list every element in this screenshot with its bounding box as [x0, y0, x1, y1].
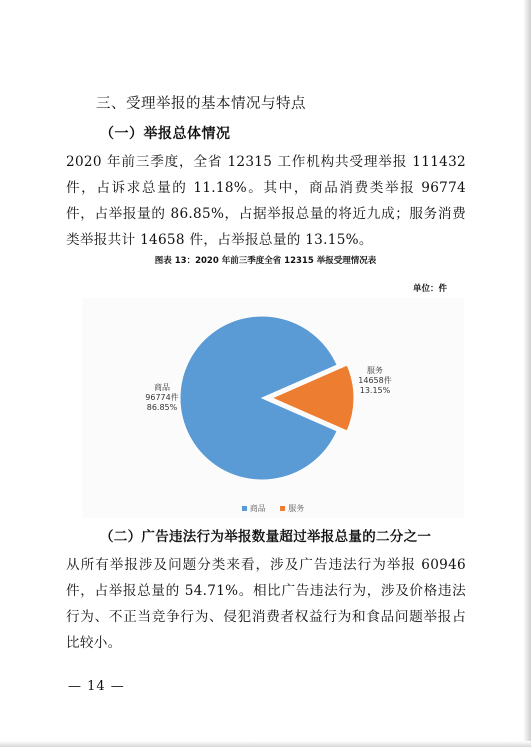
legend-label-services: 服务 — [288, 504, 305, 513]
legend-swatch-goods — [242, 506, 247, 511]
goods-label-name: 商品 — [154, 383, 170, 392]
pie-chart-svg — [82, 298, 464, 518]
legend-label-goods: 商品 — [249, 504, 266, 513]
goods-label-percent: 86.85% — [146, 403, 178, 412]
legend-swatch-services — [280, 506, 285, 511]
services-label-percent: 13.15% — [359, 386, 391, 395]
page-bottom-shadow — [0, 741, 531, 747]
page-number: — 14 — — [68, 679, 125, 694]
legend-item-goods — [242, 503, 266, 514]
figure-caption: 图表 13：2020 年前三季度全省 12315 举报受理情况表 — [154, 256, 377, 266]
unit-label: 单位：件 — [412, 284, 447, 294]
goods-label-value: 96774件 — [145, 393, 179, 402]
subsection-heading-advertising: （二）广告违法行为举报数量超过举报总量的二分之一 — [100, 529, 432, 545]
section-heading: 三、受理举报的基本情况与特点 — [96, 96, 306, 112]
paragraph-advertising: 从所有举报涉及问题分类来看，涉及广告违法行为举报 60946 件，占举报总量的 54.71%。相比广告违法行为，涉及价格违法行为、不正当竞争行为、侵犯消费者权益行为和食品问题举报占比较小。 — [66, 557, 466, 651]
chart-legend — [82, 503, 464, 514]
paragraph-overall: 2020 年前三季度，全省 12315 工作机构共受理举报 111432 件，占诉求总量的 11.18%。其中，商品消费类举报 96774 件，占举报量的 86.85%，占据举报总量的将近九成；服务消费类举报共计 14658 件，占举报总量的 13.15%。 — [66, 154, 466, 248]
services-label-name: 服务 — [367, 366, 383, 375]
pie-chart — [82, 298, 464, 518]
subsection-heading-overall: （一）举报总体情况 — [100, 126, 231, 142]
services-label-value: 14658件 — [358, 376, 392, 385]
legend-item-services — [280, 503, 304, 514]
page-edge-shadow — [523, 0, 531, 747]
